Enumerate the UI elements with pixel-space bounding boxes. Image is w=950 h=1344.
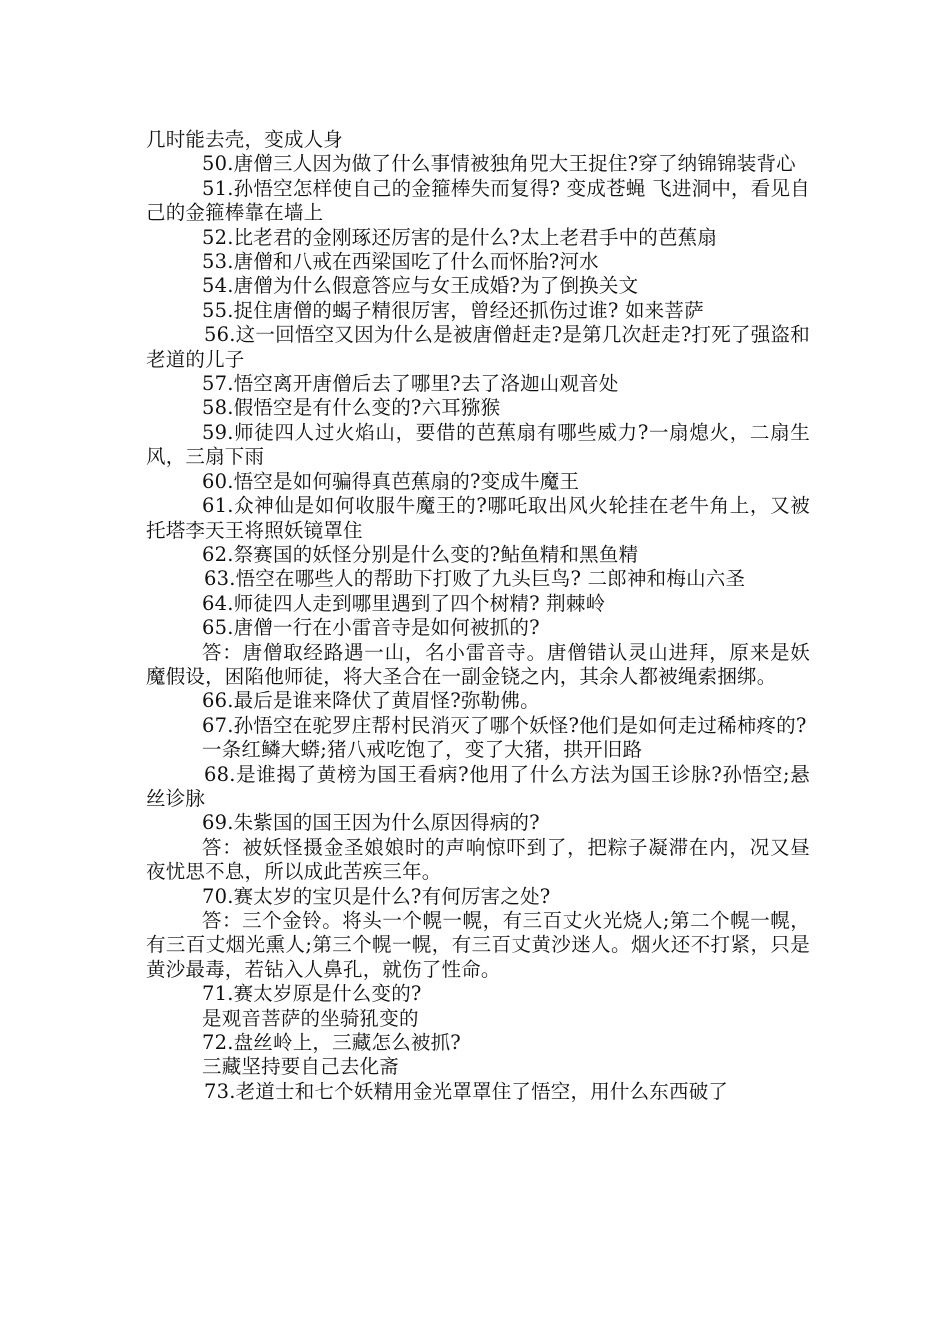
- paragraph: 答：三个金铃。将头一个幌一幌，有三百丈火光烧人;第二个幌一幌，有三百丈烟光熏人;第三个幌一幌，有三百丈黄沙迷人。烟火还不打紧，只是黄沙最毒，若钻入人鼻孔，就伤了性命。: [146, 909, 810, 981]
- paragraph: 几时能去壳，变成人身: [146, 128, 344, 151]
- paragraph: 一条红鳞大蟒;猪八戒吃饱了，变了大猪，拱开旧路: [202, 738, 643, 762]
- paragraph: 63.悟空在哪些人的帮助下打败了九头巨鸟? 二郎神和梅山六圣: [204, 567, 746, 591]
- paragraph: 60.悟空是如何骗得真芭蕉扇的?变成牛魔王: [202, 469, 580, 493]
- paragraph: 71.赛太岁原是什么变的?: [202, 982, 422, 1006]
- paragraph: 65.唐僧一行在小雷音寺是如何被抓的?: [202, 616, 540, 640]
- paragraph: 52.比老君的金刚琢还厉害的是什么?太上老君手中的芭蕉扇: [202, 225, 718, 249]
- paragraph: 57.悟空离开唐僧后去了哪里?去了洛迦山观音处: [202, 372, 619, 396]
- document-body: [146, 128, 810, 1104]
- paragraph: 64.师徒四人走到哪里遇到了四个树精? 荆棘岭: [202, 591, 606, 615]
- paragraph: 73.老道士和七个妖精用金光罩罩住了悟空，用什么东西破了: [204, 1079, 729, 1103]
- paragraph: 58.假悟空是有什么变的?六耳猕猴: [202, 396, 501, 420]
- paragraph: 50.唐僧三人因为做了什么事情被独角兕大王捉住?穿了纳锦锦装背心: [202, 152, 796, 176]
- paragraph: 61.众神仙是如何收服牛魔王的?哪吒取出风火轮挂在老牛角上，又被托塔李天王将照妖镜罩住: [146, 494, 810, 542]
- paragraph: 69.朱紫国的国王因为什么原因得病的?: [202, 811, 540, 835]
- paragraph: 70.赛太岁的宝贝是什么?有何厉害之处?: [202, 884, 551, 908]
- paragraph: 答：唐僧取经路遇一山，名小雷音寺。唐僧错认灵山进拜，原来是妖魔假设，困陷他师徒，将大圣合在一副金铙之内，其余人都被绳索捆绑。: [146, 640, 810, 688]
- paragraph: 51.孙悟空怎样使自己的金箍棒失而复得? 变成苍蝇 飞进洞中，看见自己的金箍棒靠在墙上: [146, 176, 810, 225]
- paragraph: 59.师徒四人过火焰山，要借的芭蕉扇有哪些威力?一扇熄火，二扇生风，三扇下雨: [146, 420, 810, 469]
- paragraph: 54.唐僧为什么假意答应与女王成婚?为了倒换关文: [202, 274, 639, 298]
- paragraph: 三藏坚持要自己去化斋: [202, 1055, 400, 1079]
- paragraph: 答：被妖怪摄金圣娘娘时的声响惊吓到了，把粽子凝滞在内，况又昼夜忧思不息，所以成此苦疾三年。: [146, 835, 810, 884]
- paragraph: 56.这一回悟空又因为什么是被唐僧赶走?是第几次赶走?打死了强盗和老道的儿子: [146, 323, 810, 371]
- paragraph: 53.唐僧和八戒在西梁国吃了什么而怀胎?河水: [202, 250, 599, 274]
- paragraph: 62.祭赛国的妖怪分别是什么变的?鲇鱼精和黑鱼精: [202, 542, 639, 566]
- paragraph: 72.盘丝岭上，三藏怎么被抓?: [202, 1031, 461, 1055]
- paragraph: 55.捉住唐僧的蝎子精很厉害，曾经还抓伤过谁? 如来菩萨: [202, 298, 704, 322]
- paragraph: 是观音菩萨的坐骑犼变的: [202, 1006, 419, 1030]
- paragraph: 68.是谁揭了黄榜为国王看病?他用了什么方法为国王诊脉?孙悟空;悬丝诊脉: [146, 762, 810, 810]
- paragraph: 67.孙悟空在驼罗庄帮村民消灭了哪个妖怪?他们是如何走过稀柿疼的?: [202, 713, 807, 737]
- paragraph: 66.最后是谁来降伏了黄眉怪?弥勒佛。: [202, 689, 540, 713]
